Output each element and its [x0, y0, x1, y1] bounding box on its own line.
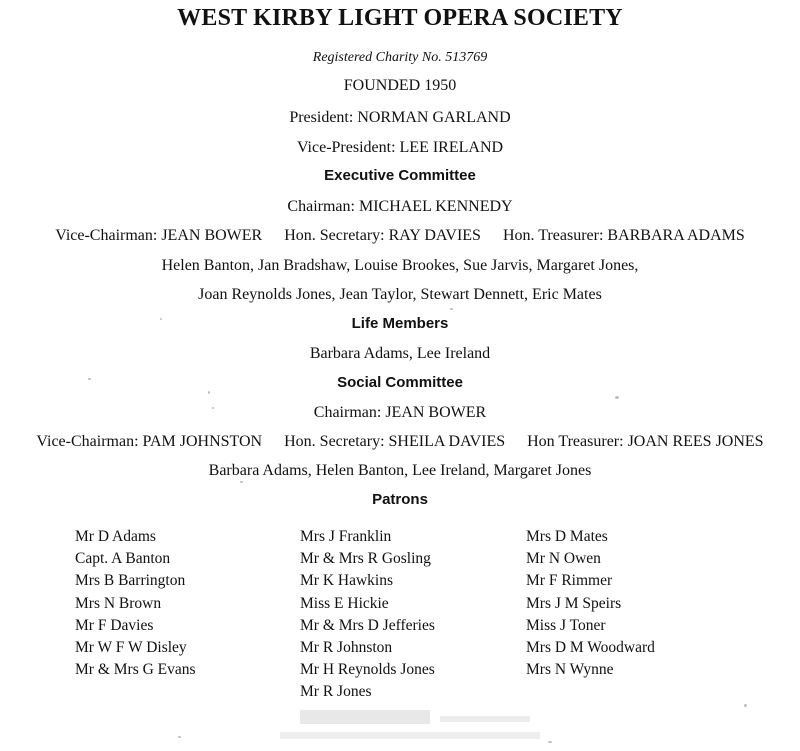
executive-members-line-1: Helen Banton, Jan Bradshaw, Louise Brookes, Sue Jarvis, Margaret Jones,	[161, 257, 639, 274]
life-members-names: Barbara Adams, Lee Ireland	[309, 345, 491, 362]
scan-speck	[208, 391, 210, 394]
executive-treasurer: Hon. Treasurer: BARBARA ADAMS	[502, 227, 745, 244]
patron-name: Mrs D Mates	[526, 528, 608, 545]
patrons-column-1	[75, 526, 196, 681]
social-committee-heading: Social Committee	[337, 374, 463, 391]
patron-name: Mr & Mrs G Evans	[75, 661, 196, 679]
scan-speck	[744, 704, 747, 707]
founded-year: FOUNDED 1950	[343, 77, 457, 94]
executive-committee-heading: Executive Committee	[324, 167, 476, 184]
patron-name: Mr F Rimmer	[526, 572, 613, 590]
patron-name: Mrs B Barrington	[75, 572, 186, 590]
scan-speck	[615, 396, 619, 399]
patrons-heading: Patrons	[372, 491, 428, 508]
patron-name: Mrs D M Woodward	[526, 639, 655, 657]
social-members: Barbara Adams, Helen Banton, Lee Ireland, Margaret Jones	[208, 462, 592, 479]
vice-president: Vice-President: LEE IRELAND	[296, 139, 504, 156]
bleed-through-shadow	[240, 702, 620, 751]
patron-name: Miss E Hickie	[300, 594, 389, 612]
scan-speck	[212, 407, 214, 409]
scan-speck	[88, 378, 91, 380]
scan-speck	[160, 318, 162, 320]
patrons-column-3	[526, 526, 655, 681]
life-members-heading: Life Members	[351, 315, 449, 332]
patron-name: Mr & Mrs R Gosling	[300, 550, 431, 568]
society-title: WEST KIRBY LIGHT OPERA SOCIETY	[177, 5, 623, 31]
social-vice-chairman: Vice-Chairman: PAM JOHNSTON	[36, 433, 263, 450]
patron-name: Mr R Jones	[300, 683, 372, 701]
patron-name: Mr W F W Disley	[75, 639, 187, 657]
patron-name: Mr F Davies	[75, 616, 154, 634]
president: President: NORMAN GARLAND	[289, 109, 511, 126]
executive-chairman: Chairman: MICHAEL KENNEDY	[287, 198, 513, 215]
social-chairman: Chairman: JEAN BOWER	[313, 404, 487, 421]
charity-number: Registered Charity No. 513769	[312, 50, 488, 65]
patron-name: Mrs N Wynne	[526, 661, 614, 679]
social-officers-row	[0, 432, 800, 452]
scan-speck	[178, 736, 181, 738]
social-treasurer: Hon Treasurer: JOAN REES JONES	[527, 433, 764, 450]
patron-name: Mrs N Brown	[75, 594, 162, 612]
patron-name: Mr & Mrs D Jefferies	[300, 616, 435, 634]
executive-members-line-2: Joan Reynolds Jones, Jean Taylor, Stewart Dennett, Eric Mates	[198, 286, 602, 303]
patron-name: Mrs J Franklin	[300, 528, 392, 545]
patron-name: Mrs J M Speirs	[526, 594, 622, 612]
patron-name: Mr H Reynolds Jones	[300, 661, 435, 679]
patron-name: Mr D Adams	[75, 528, 156, 545]
executive-officers-row	[0, 226, 800, 246]
scan-speck	[240, 481, 243, 483]
patron-name: Mr K Hawkins	[300, 572, 393, 590]
social-secretary: Hon. Secretary: SHEILA DAVIES	[284, 433, 506, 450]
patron-name: Miss J Toner	[526, 616, 606, 634]
patron-name: Mr R Johnston	[300, 639, 393, 657]
patron-name: Mr N Owen	[526, 550, 601, 568]
executive-vice-chairman: Vice-Chairman: JEAN BOWER	[55, 227, 263, 244]
scan-speck	[450, 308, 453, 310]
executive-secretary: Hon. Secretary: RAY DAVIES	[284, 227, 481, 244]
patrons-column-2	[300, 526, 435, 704]
patron-name: Capt. A Banton	[75, 550, 171, 568]
